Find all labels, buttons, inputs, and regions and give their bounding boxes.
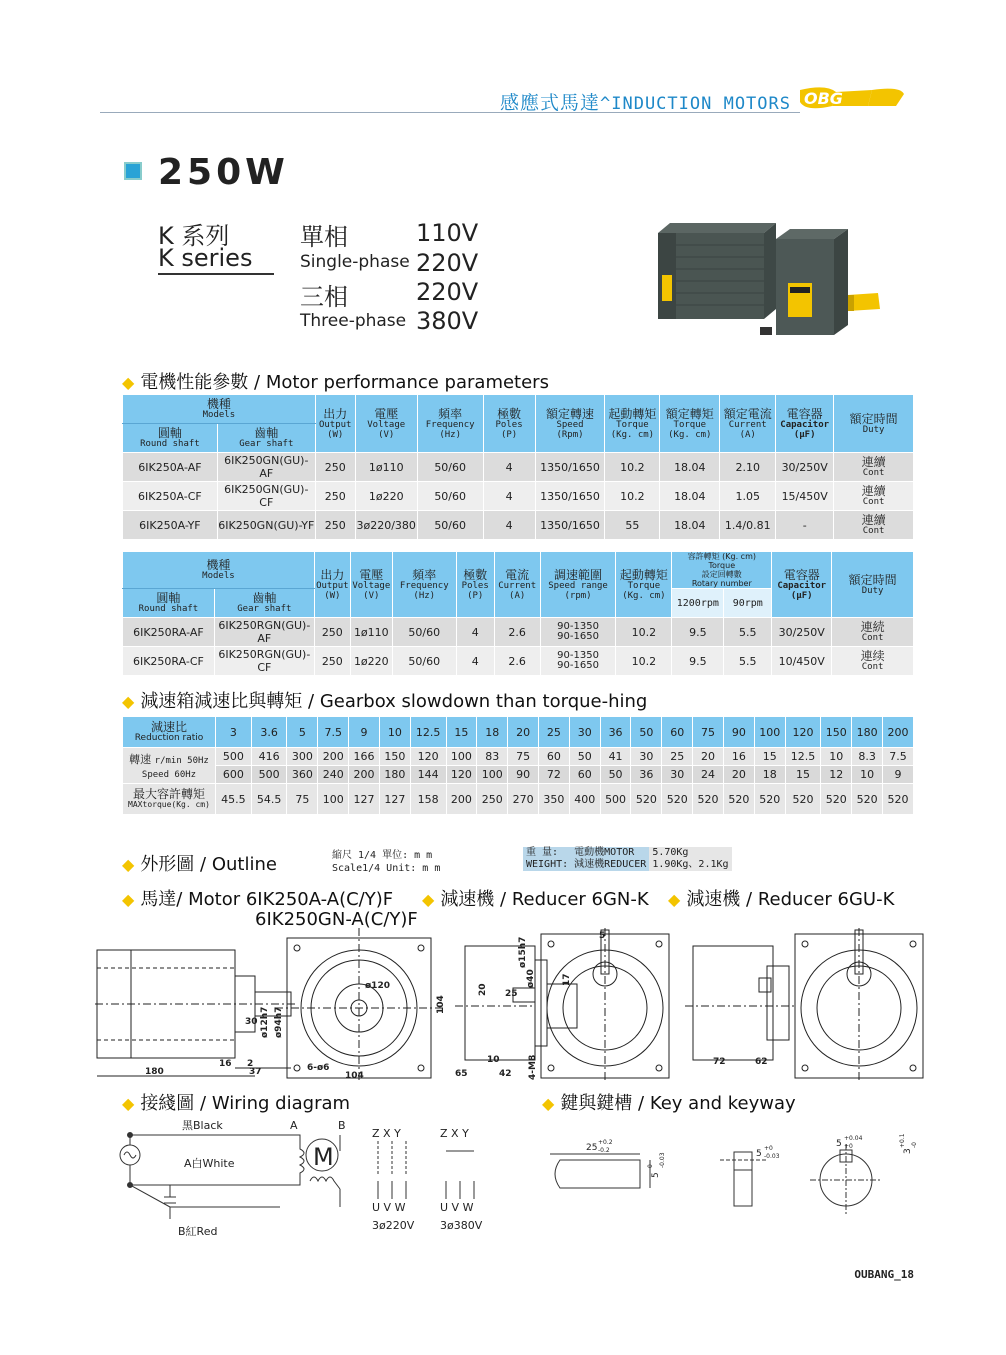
title-square-icon [124, 162, 142, 180]
ratio-cell: 16 [723, 748, 754, 766]
ratio-cell: 10 [821, 748, 852, 766]
ratio-cell: 300 [287, 748, 318, 766]
ratio-cell: 150 [821, 717, 852, 748]
th-starting-torque: 起動轉矩 Torque (Kg. cm) [605, 395, 660, 453]
motor-performance-table [122, 394, 914, 540]
key-5-tol1: 0 [647, 1164, 654, 1168]
th2-voltage: 電壓 Voltage (V) [350, 552, 392, 618]
th2-frequency: 頻率 Frequency (Hz) [392, 552, 456, 618]
ratio-cell: 25 [662, 748, 693, 766]
ratio-cell: 36 [631, 766, 662, 784]
cell-duty: 連續 Cont [834, 453, 914, 482]
dim-5: 5 [599, 931, 606, 941]
ratio-cell: 520 [723, 784, 754, 815]
cell-range: 90-1350 90-1650 [540, 618, 616, 647]
cell-round: 6IK250A-YF [123, 511, 218, 540]
th-capacitor: 電容器 Capacitor (μF) [776, 395, 834, 453]
ratio-cell: 20 [693, 748, 724, 766]
dim-4m8: 4-M8 [528, 1054, 538, 1080]
ratio-cell: 520 [662, 784, 693, 815]
th-speed: 轉速 r/min 50Hz Speed 60Hz [123, 748, 216, 784]
ratio-cell: 50 [631, 717, 662, 748]
ratio-cell: 200 [349, 766, 380, 784]
cell-poles: 4 [483, 511, 535, 540]
dim-62: 62 [755, 1057, 768, 1067]
th-rated-torque: 額定轉矩 Torque (Kg. cm) [660, 395, 720, 453]
cell-poles: 4 [456, 618, 494, 647]
cell-cap: 10/450V [772, 647, 832, 676]
single-v1: 110V [416, 219, 479, 247]
th-voltage: 電壓 Voltage (V) [355, 395, 417, 453]
cell-cur: 1.05 [720, 482, 776, 511]
weight-reducer-value: 1.90Kg、2.1Kg [649, 859, 731, 871]
cell-volt: 3ø220/380 [355, 511, 417, 540]
ratio-cell: 180 [852, 717, 883, 748]
ratio-cell: 24 [693, 766, 724, 784]
brand-logo [796, 84, 908, 112]
th-duty: 額定時間 Duty [834, 395, 914, 453]
table2-header-row [123, 552, 914, 589]
th2-90: 90rpm [724, 589, 772, 618]
key-5: 5 [651, 1172, 661, 1178]
page-title: 250W [158, 152, 289, 193]
th2-starting-torque: 起動轉矩 Torque (Kg. cm) [616, 552, 672, 618]
cell-t90: 5.5 [724, 647, 772, 676]
th2-round: 圓軸 Round shaft [123, 589, 215, 618]
th2-poles: 極數 Poles (P) [456, 552, 494, 618]
cell-freq: 50/60 [417, 511, 483, 540]
ratio-cell: 12.5 [410, 717, 446, 748]
th-round-shaft: 圓軸 Round shaft [123, 424, 218, 453]
diamond-icon: ◆ [122, 692, 135, 711]
ratio-cell: 60 [539, 748, 570, 766]
ratio-cell: 5 [287, 717, 318, 748]
ratio-cell: 8.3 [852, 748, 883, 766]
ratio-cell: 3.6 [251, 717, 287, 748]
section-outline: ◆ 外形圖 / Outline [122, 854, 277, 875]
th-ratio: 減速比 Reduction ratio [123, 717, 216, 748]
th-speed: 額定轉速 Speed (Rpm) [535, 395, 605, 453]
cell-volt: 1ø220 [355, 482, 417, 511]
series-underline [158, 273, 274, 275]
cell-gear: 6IK250RGN(GU)-CF [214, 647, 314, 676]
cell-range: 90-1350 90-1650 [540, 647, 616, 676]
dim-94: ø94h7 [274, 1006, 284, 1038]
cell-volt: 1ø110 [355, 453, 417, 482]
three-phase-cn: 三相 [300, 283, 348, 311]
th-models: 機種 Models [123, 395, 316, 424]
section-wiring: ◆ 接綫圖 / Wiring diagram [122, 1093, 351, 1114]
reduction-ratio-table [122, 716, 914, 815]
dim-120: ø120 [365, 981, 390, 991]
cell-volt: 1ø110 [350, 618, 392, 647]
dim-72: 72 [713, 1057, 726, 1067]
ratio-cell: 520 [693, 784, 724, 815]
ratio-cell: 30 [662, 766, 693, 784]
section-reducer-gu: ◆ 減速機 / Reducer 6GU-K [668, 889, 895, 910]
ratio-cell: 600 [216, 766, 252, 784]
cell-st: 10.2 [616, 647, 672, 676]
ratio-cell: 166 [349, 748, 380, 766]
header-title: 感應式馬達^INDUCTION MOTORS [499, 92, 791, 114]
dim-180: 180 [145, 1067, 164, 1077]
ratio-cell: 41 [600, 748, 631, 766]
th-max-torque: 最大容許轉矩 MAXtorque(Kg. cm) [123, 784, 216, 815]
single-phase-en: Single-phase [300, 252, 410, 272]
key-drawings [540, 1120, 920, 1230]
dim-6: 6-ø6 [307, 1063, 330, 1073]
ratio-cell: 90 [723, 717, 754, 748]
key-25: 25 [586, 1143, 598, 1153]
v380-label: 3ø380V [440, 1219, 483, 1232]
ratio-cell: 50 [569, 748, 600, 766]
ratio-cell: 400 [569, 784, 600, 815]
ratio-cell: 36 [600, 717, 631, 748]
diamond-icon: ◆ [122, 890, 135, 909]
key-25-tol2: -0.2 [598, 1147, 610, 1154]
cell-round: 6IK250A-CF [123, 482, 218, 511]
cell-freq: 50/60 [417, 482, 483, 511]
motor-model-2: 6IK250GN-A(C/Y)F [255, 909, 418, 930]
th-gear-shaft: 齒軸 Gear shaft [217, 424, 315, 453]
cell-duty: 連续 Cont [832, 647, 914, 676]
ratio-cell: 127 [349, 784, 380, 815]
key-5r-tol1: +0 [764, 1145, 773, 1152]
ratio-cell: 270 [508, 784, 539, 815]
key-25-tol1: +0.2 [598, 1139, 613, 1146]
ratio-cell: 18 [477, 717, 508, 748]
ratio-cell: 30 [569, 717, 600, 748]
dim-12: ø12h7 [260, 1006, 270, 1038]
wire-white: A白White [184, 1157, 235, 1170]
ratio-cell: 25 [539, 717, 570, 748]
zxy-380: Z X Y [440, 1127, 469, 1140]
ratio-cell: 72 [539, 766, 570, 784]
three-v1: 220V [416, 278, 479, 306]
dim-10: 10 [487, 1055, 500, 1065]
ratio-cell: 520 [821, 784, 852, 815]
table1-header-row [123, 395, 914, 424]
ratio-cell: 18 [754, 766, 785, 784]
ratio-cell: 10 [852, 766, 883, 784]
ratio-cell: 20 [508, 717, 539, 748]
three-v2: 380V [416, 307, 479, 335]
cell-rt: 18.04 [660, 453, 720, 482]
cell-cap: - [776, 511, 834, 540]
th2-duty: 額定時間 Duty [832, 552, 914, 618]
cell-freq: 50/60 [417, 453, 483, 482]
uvw-220: U V W [372, 1201, 406, 1214]
cell-st: 10.2 [605, 453, 660, 482]
section-motor-model: ◆ 馬達/ Motor 6IK250A-A(C/Y)F [122, 889, 394, 910]
ratio-cell: 360 [287, 766, 318, 784]
cell-round: 6IK250RA-AF [123, 618, 215, 647]
key-5s-tol1: +0.04 [844, 1135, 863, 1142]
cell-t90: 5.5 [724, 618, 772, 647]
cell-speed: 1350/1650 [535, 511, 605, 540]
ratio-cell: 416 [251, 748, 287, 766]
table-row [123, 511, 914, 540]
key-3-tol1: +0.1 [899, 1133, 906, 1148]
weight-label-cn: 重 量: [523, 847, 571, 859]
ratio-cell: 60 [569, 766, 600, 784]
weight-motor-label: 電動機MOTOR [571, 847, 649, 859]
cell-cur: 1.4/0.81 [720, 511, 776, 540]
ratio-cell: 500 [216, 748, 252, 766]
diamond-icon: ◆ [422, 890, 435, 909]
cell-st: 10.2 [605, 482, 660, 511]
cell-duty: 連續 Cont [834, 511, 914, 540]
cell-round: 6IK250RA-CF [123, 647, 215, 676]
cell-gear: 6IK250RGN(GU)-AF [214, 618, 314, 647]
ratio-cell: 15 [446, 717, 477, 748]
key-5-tol2: -0.03 [659, 1152, 666, 1168]
ratio-cell: 240 [318, 766, 349, 784]
cell-cap: 15/450V [776, 482, 834, 511]
ratio-cell: 200 [318, 748, 349, 766]
diamond-icon: ◆ [122, 855, 135, 874]
wire-a: A [290, 1119, 298, 1132]
ratio-cell: 520 [631, 784, 662, 815]
dim-25: 25 [505, 989, 518, 999]
cell-cap: 30/250V [772, 618, 832, 647]
cell-gear: 6IK250GN(GU)-AF [217, 453, 315, 482]
weight-table [523, 847, 732, 871]
logo-text: OBG [804, 89, 843, 108]
v220-label: 3ø220V [372, 1219, 415, 1232]
th-output: 出力 Output (W) [315, 395, 355, 453]
ratio-cell: 75 [508, 748, 539, 766]
diamond-icon: ◆ [542, 1094, 555, 1113]
th2-gear: 齒軸 Gear shaft [214, 589, 314, 618]
wiring-diagram [110, 1115, 510, 1245]
cell-out: 250 [315, 482, 355, 511]
ratio-cell: 500 [600, 784, 631, 815]
ratio-cell: 200 [446, 784, 477, 815]
ratio-cell: 45.5 [216, 784, 252, 815]
cell-out: 250 [314, 647, 350, 676]
cell-gear: 6IK250GN(GU)-YF [217, 511, 315, 540]
dim-20: 20 [478, 983, 488, 996]
ratio-cell: 75 [693, 717, 724, 748]
dim-104b: 104 [436, 995, 446, 1014]
ratio-cell: 250 [477, 784, 508, 815]
ratio-cell: 520 [785, 784, 821, 815]
diamond-icon: ◆ [122, 373, 135, 392]
ratio-cell: 83 [477, 748, 508, 766]
ratio-cell: 12.5 [785, 748, 821, 766]
ratio-cell: 15 [785, 766, 821, 784]
ratio-cell: 120 [446, 766, 477, 784]
cell-cur: 2.6 [494, 647, 540, 676]
ratio-cell: 144 [410, 766, 446, 784]
diamond-icon: ◆ [122, 1094, 135, 1113]
cell-duty: 連続 Cont [832, 618, 914, 647]
series-cn: K 系列 [158, 222, 230, 250]
key-5s-tol2: +0 [844, 1143, 853, 1150]
key-3-tol2: -0 [911, 1142, 918, 1148]
ratio-cell: 180 [379, 766, 410, 784]
cell-round: 6IK250A-AF [123, 453, 218, 482]
dim-65: 65 [455, 1069, 468, 1079]
dim-30: 30 [245, 1017, 258, 1027]
cell-poles: 4 [483, 453, 535, 482]
key-5s: 5 [836, 1139, 842, 1149]
scale-note: 縮尺 1/4 單位: m m Scale1/4 Unit: m m [332, 850, 441, 874]
dim-37: 37 [249, 1067, 262, 1077]
ratio-cell: 30 [631, 748, 662, 766]
wire-red: B紅Red [178, 1225, 218, 1238]
ratio-cell: 75 [287, 784, 318, 815]
section-reducer-gn: ◆ 減速機 / Reducer 6GN-K [422, 889, 649, 910]
ratio-cell: 3 [216, 717, 252, 748]
ratio-cell: 100 [477, 766, 508, 784]
outline-drawings [95, 928, 945, 1083]
cell-duty: 連續 Cont [834, 482, 914, 511]
series-en: K series [158, 244, 253, 272]
table-row [123, 482, 914, 511]
dim-16: 16 [219, 1059, 232, 1069]
table-row [123, 618, 914, 647]
key-5r-tol2: -0.03 [764, 1153, 780, 1160]
th2-output: 出力 Output (W) [314, 552, 350, 618]
single-phase-cn: 單相 [300, 223, 348, 251]
cell-cur: 2.6 [494, 618, 540, 647]
cell-cur: 2.10 [720, 453, 776, 482]
dim-2: 2 [247, 1059, 254, 1069]
table-row [123, 453, 914, 482]
th2-speed-range: 調速範圍 Speed range (rpm) [540, 552, 616, 618]
cell-out: 250 [315, 511, 355, 540]
ratio-cell: 100 [446, 748, 477, 766]
section-gearbox: ◆ 減速箱減速比與轉矩 / Gearbox slowdown than torque-hing [122, 691, 648, 712]
ratio-cell: 7.5 [883, 748, 914, 766]
th-current: 額定電流 Current (A) [720, 395, 776, 453]
ratio-cell: 100 [318, 784, 349, 815]
key-3: 3 [903, 1148, 913, 1154]
cell-speed: 1350/1650 [535, 482, 605, 511]
dim-15: ø15h7 [518, 936, 528, 968]
th2-capacitor: 電容器 Capacitor (μF) [772, 552, 832, 618]
th2-allow-torque: 容許轉矩 (Kg. cm) Torque 設定回轉數 Rotary number [672, 552, 772, 589]
motor-photo [640, 215, 890, 345]
cell-st: 55 [605, 511, 660, 540]
cell-poles: 4 [456, 647, 494, 676]
ratio-cell: 90 [508, 766, 539, 784]
ratio-cell: 54.5 [251, 784, 287, 815]
ratio-cell: 9 [883, 766, 914, 784]
ratio-cell: 520 [883, 784, 914, 815]
cell-poles: 4 [483, 482, 535, 511]
cell-st: 10.2 [616, 618, 672, 647]
cell-rt: 18.04 [660, 482, 720, 511]
uvw-380: U V W [440, 1201, 474, 1214]
cell-volt: 1ø220 [350, 647, 392, 676]
speed-control-table [122, 551, 914, 676]
cell-t1200: 9.5 [672, 647, 724, 676]
ratio-cell: 350 [539, 784, 570, 815]
th-poles: 極數 Poles (P) [483, 395, 535, 453]
ratio-cell: 12 [821, 766, 852, 784]
th2-current: 電流 Current (A) [494, 552, 540, 618]
diamond-icon: ◆ [668, 890, 681, 909]
ratio-cell: 10 [379, 717, 410, 748]
ratio-cell: 158 [410, 784, 446, 815]
cell-cap: 30/250V [776, 453, 834, 482]
ratio-cell: 120 [410, 748, 446, 766]
zxy-220: Z X Y [372, 1127, 401, 1140]
th2-1200: 1200rpm [672, 589, 724, 618]
ratio-cell: 60 [662, 717, 693, 748]
ratio-cell: 15 [754, 748, 785, 766]
ratio-cell: 520 [852, 784, 883, 815]
ratio-cell: 150 [379, 748, 410, 766]
ratio-cell: 20 [723, 766, 754, 784]
cell-speed: 1350/1650 [535, 453, 605, 482]
weight-motor-value: 5.70Kg [649, 847, 731, 859]
cell-freq: 50/60 [392, 618, 456, 647]
ratio-cell: 50 [600, 766, 631, 784]
section-motor-performance: ◆ 電機性能參數 / Motor performance parameters [122, 372, 549, 393]
ratio-cell: 100 [754, 717, 785, 748]
ratio-cell: 200 [883, 717, 914, 748]
dim-42: 42 [499, 1069, 512, 1079]
ratio-cell: 520 [754, 784, 785, 815]
th-frequency: 頻率 Frequency (Hz) [417, 395, 483, 453]
cell-gear: 6IK250GN(GU)-CF [217, 482, 315, 511]
ratio-cell: 127 [379, 784, 410, 815]
motor-symbol: M [313, 1143, 334, 1171]
table-row [123, 647, 914, 676]
ratio-cell: 500 [251, 766, 287, 784]
dim-40: ø40 [526, 969, 536, 988]
ratio-cell: 120 [785, 717, 821, 748]
cell-t1200: 9.5 [672, 618, 724, 647]
three-phase-en: Three-phase [300, 311, 407, 331]
cell-out: 250 [314, 618, 350, 647]
weight-reducer-label: 減速機REDUCER [571, 859, 649, 871]
weight-label-en: WEIGHT: [523, 859, 571, 871]
single-v2: 220V [416, 249, 479, 277]
dim-17: 17 [562, 973, 572, 986]
wire-black: 黑Black [182, 1119, 223, 1132]
cell-out: 250 [315, 453, 355, 482]
section-key: ◆ 鍵與鍵槽 / Key and keyway [542, 1093, 796, 1114]
ratio-cell: 7.5 [318, 717, 349, 748]
key-5r: 5 [756, 1149, 762, 1159]
dim-104: 104 [345, 1071, 364, 1081]
wire-b: B [338, 1119, 346, 1132]
page-footer: OUBANG_18 [854, 1268, 914, 1281]
cell-rt: 18.04 [660, 511, 720, 540]
cell-freq: 50/60 [392, 647, 456, 676]
th2-models: 機種 Models [123, 552, 315, 589]
ratio-cell: 9 [349, 717, 380, 748]
